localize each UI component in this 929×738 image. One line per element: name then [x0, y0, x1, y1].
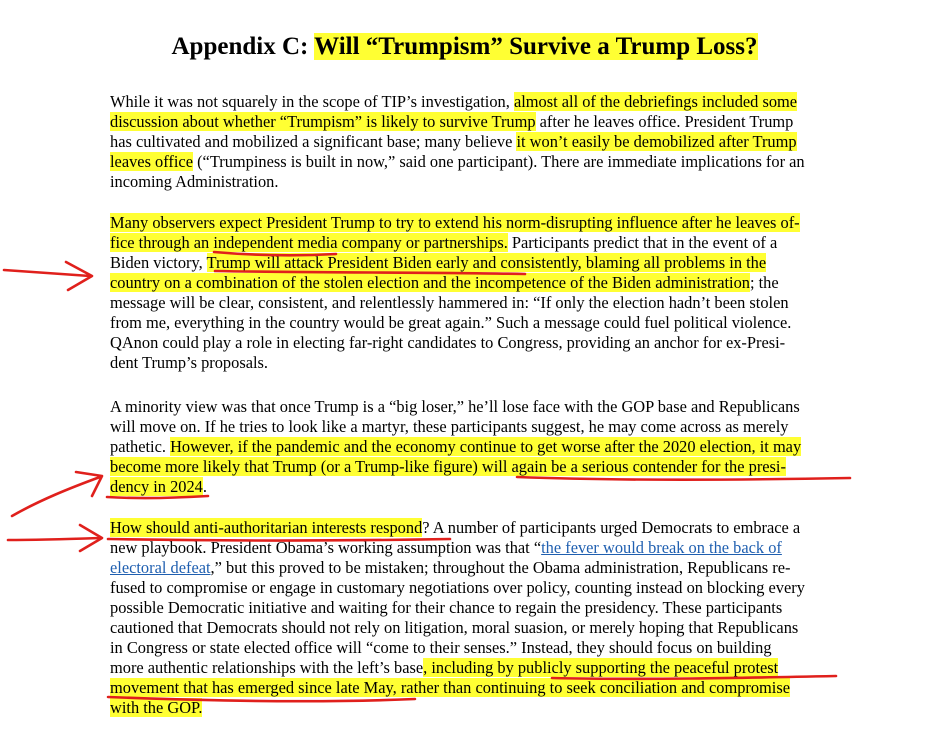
text-line — [110, 638, 870, 658]
text-segment: in Congress or state elected office will “come to their senses.” Instead, they should focus on building — [110, 638, 772, 657]
text-segment: . — [202, 477, 207, 496]
ink-arrow-icon — [12, 477, 100, 516]
highlighted-text: Trump will attack President Biden early and consistently, blaming all problems in the — [206, 253, 767, 272]
text-line — [110, 92, 870, 112]
title-prefix: Appendix C: — [171, 33, 315, 60]
highlighted-text: with the GOP. — [110, 698, 203, 717]
text-line — [110, 152, 870, 172]
text-line — [110, 658, 870, 678]
highlighted-text: , including by publicly supporting the peaceful protest — [423, 658, 779, 677]
highlighted-text: discussion about whether “Trumpism” is likely to survive Trump — [110, 112, 536, 131]
text-line — [110, 313, 870, 333]
text-line — [110, 293, 870, 313]
text-line — [110, 353, 870, 373]
text-segment: cautioned that Democrats should not rely on litigation, moral suasion, or merely hoping that Republicans — [110, 618, 799, 637]
text-line — [110, 618, 870, 638]
text-segment: will move on. If he tries to look like a martyr, these participants suggest, he may come across as merely — [110, 417, 789, 436]
hyperlink[interactable]: electoral defeat — [110, 558, 211, 577]
title-highlighted: Will “Trumpism” Survive a Trump Loss? — [314, 33, 758, 60]
text-segment: more authentic relationships with the left’s base — [110, 658, 424, 677]
text-segment: ? A number of participants urged Democrats to embrace a — [422, 518, 801, 537]
ink-arrowhead-icon — [76, 472, 102, 496]
text-segment: While it was not squarely in the scope of TIP’s investigation, — [110, 92, 514, 111]
ink-arrow-icon — [4, 270, 90, 276]
highlighted-text: country on a combination of the stolen election and the incompetence of the Biden administration — [110, 273, 750, 292]
highlighted-text: fice through an independent media company or partnerships. — [110, 233, 508, 252]
paragraph-3 — [110, 397, 870, 497]
text-segment: incoming Administration. — [110, 172, 279, 191]
highlighted-text: movement that has emerged since late May, rather than continuing to seek conciliation and compromise — [110, 678, 791, 697]
highlighted-text: Many observers expect President Trump to try to extend his norm-disrupting influence after he leaves of- — [110, 213, 800, 232]
text-segment: after he leaves office. President Trump — [535, 112, 794, 131]
text-segment: (“Trumpiness is built in now,” said one participant). There are immediate implications for an — [192, 152, 805, 171]
highlighted-text: However, if the pandemic and the economy continue to get worse after the 2020 election, it may — [170, 437, 802, 456]
highlighted-text: it won’t easily be demobilized after Trump — [516, 132, 797, 151]
ink-arrowhead-icon — [80, 525, 102, 551]
text-line — [110, 698, 870, 718]
highlighted-text: almost all of the debriefings included some — [513, 92, 798, 111]
ink-arrowhead-icon — [66, 262, 92, 290]
text-line — [110, 678, 870, 698]
page-title — [0, 30, 929, 64]
text-segment: Biden victory, — [110, 253, 207, 272]
text-line — [110, 172, 870, 192]
text-line — [110, 598, 870, 618]
text-line — [110, 518, 870, 538]
text-segment: has cultivated and mobilized a significant base; many believe — [110, 132, 517, 151]
text-line — [110, 558, 870, 578]
paragraph-2 — [110, 213, 870, 373]
text-segment: new playbook. President Obama’s working assumption was that “ — [110, 538, 542, 557]
text-segment: A minority view was that once Trump is a “big loser,” he’ll lose face with the GOP base and Republicans — [110, 397, 800, 416]
hyperlink[interactable]: the fever would break on the back of — [541, 538, 782, 557]
highlighted-text: How should anti-authoritarian interests respond — [110, 518, 423, 537]
text-line — [110, 457, 870, 477]
highlighted-text: dency in 2024 — [110, 477, 203, 496]
text-line — [110, 437, 870, 457]
text-segment: Participants predict that in the event of a — [507, 233, 778, 252]
text-segment: possible Democratic initiative and waiting for their chance to regain the presidency. These participants — [110, 598, 783, 617]
text-line — [110, 112, 870, 132]
text-line — [110, 253, 870, 273]
text-line — [110, 333, 870, 353]
ink-arrow-icon — [8, 538, 100, 540]
text-line — [110, 538, 870, 558]
text-line — [110, 397, 870, 417]
text-line — [110, 578, 870, 598]
paragraph-1 — [110, 92, 870, 192]
text-segment: ,” but this proved to be mistaken; throughout the Obama administration, Republicans re- — [210, 558, 791, 577]
text-segment: from me, everything in the country would be great again.” Such a message could fuel political violence. — [110, 313, 792, 332]
highlighted-text: leaves office — [110, 152, 193, 171]
text-segment: pathetic. — [110, 437, 171, 456]
text-segment: fused to compromise or engage in customary negotiations over policy, counting instead on blocking every — [110, 578, 805, 597]
text-line — [110, 213, 870, 233]
text-segment: dent Trump’s proposals. — [110, 353, 269, 372]
text-line — [110, 417, 870, 437]
text-segment: ; the — [749, 273, 779, 292]
text-line — [110, 273, 870, 293]
text-line — [110, 477, 870, 497]
text-line — [110, 132, 870, 152]
text-segment: QAnon could play a role in electing far-right candidates to Congress, providing an anchor for ex-Presi- — [110, 333, 786, 352]
highlighted-text: become more likely that Trump (or a Trump-like figure) will again be a serious contender for the presi- — [110, 457, 786, 476]
text-segment: message will be clear, consistent, and relentlessly hammered in: “If only the election hadn’t been stolen — [110, 293, 789, 312]
text-line — [110, 233, 870, 253]
paragraph-4 — [110, 518, 870, 718]
